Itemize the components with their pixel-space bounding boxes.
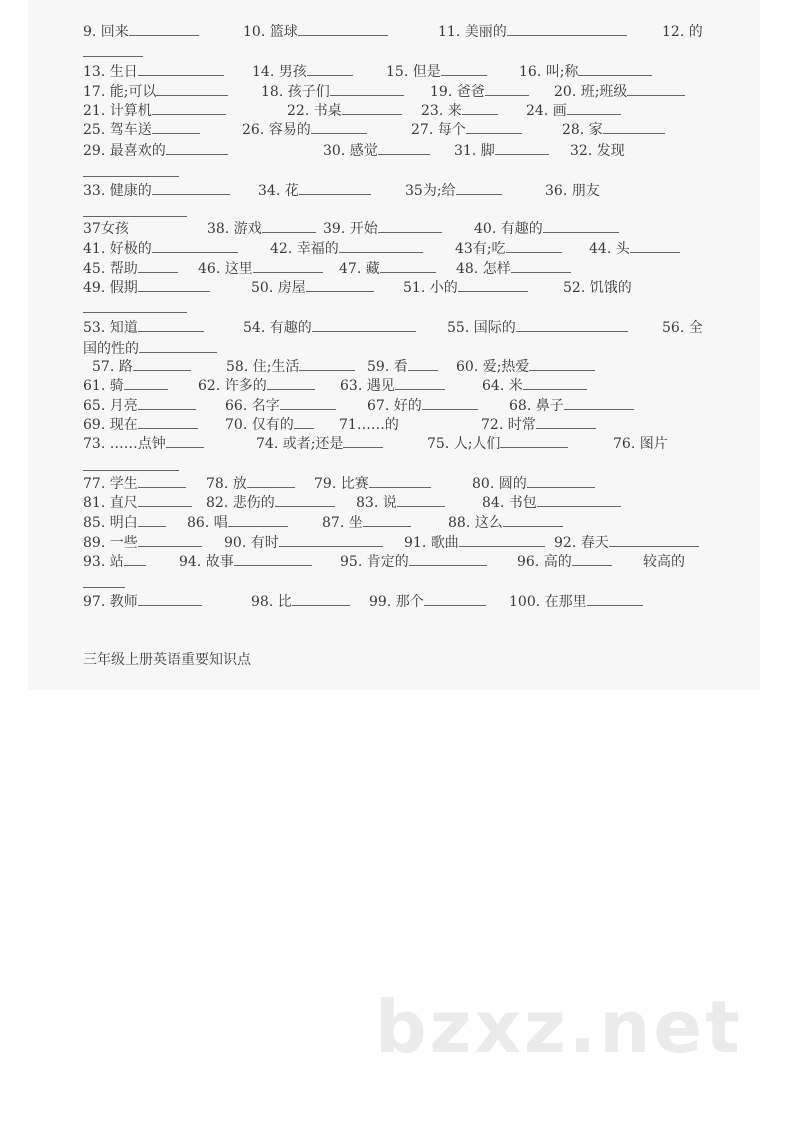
answer-blank xyxy=(292,592,350,606)
answer-blank xyxy=(138,592,202,606)
answer-blank xyxy=(409,552,487,566)
answer-blank xyxy=(83,299,187,313)
vocab-item xyxy=(562,120,665,140)
vocab-label: 83. 说 xyxy=(356,495,397,511)
answer-blank xyxy=(299,357,355,371)
answer-blank xyxy=(139,339,217,353)
vocab-label: 38. 游戏 xyxy=(207,221,262,237)
watermark: bzxz.net xyxy=(375,985,743,1069)
vocab-item xyxy=(323,219,442,239)
vocab-label: 41. 好极的 xyxy=(83,241,152,257)
vocab-item xyxy=(356,493,445,513)
answer-blank xyxy=(83,457,179,471)
vocab-label: 64. 米 xyxy=(482,378,523,394)
answer-blank xyxy=(294,415,314,429)
vocab-item xyxy=(179,552,312,572)
vocab-item xyxy=(482,376,587,396)
vocab-label: 56. 全 xyxy=(662,320,703,336)
answer-blank xyxy=(527,474,595,488)
answer-blank xyxy=(138,396,196,410)
vocab-item xyxy=(83,62,224,82)
vocab-item xyxy=(83,339,217,359)
vocab-item xyxy=(261,82,404,102)
vocab-label: 国的性的 xyxy=(83,341,139,357)
vocab-label: 35为;给 xyxy=(405,183,456,199)
vocab-label: 29. 最喜欢的 xyxy=(83,143,166,159)
vocab-label: 14. 男孩 xyxy=(252,64,307,80)
vocab-item xyxy=(83,141,228,161)
vocab-item xyxy=(198,376,315,396)
vocab-item xyxy=(83,592,202,612)
answer-blank xyxy=(330,82,404,96)
vocab-label: 55. 国际的 xyxy=(447,320,516,336)
answer-blank xyxy=(408,357,438,371)
vocab-label: 34. 花 xyxy=(258,183,299,199)
vocab-label: 87. 坐 xyxy=(322,515,363,531)
answer-blank xyxy=(456,181,502,195)
vocab-item xyxy=(613,434,668,454)
vocab-item xyxy=(83,278,210,298)
vocab-label: 85. 明白 xyxy=(83,515,138,531)
vocab-item xyxy=(225,415,314,435)
answer-blank xyxy=(138,62,224,76)
answer-blank xyxy=(564,396,634,410)
vocab-label: 75. 人;人们 xyxy=(427,436,501,452)
vocab-label: 84. 书包 xyxy=(482,495,537,511)
vocab-item xyxy=(481,415,596,435)
answer-blank xyxy=(627,82,685,96)
vocab-item xyxy=(224,533,383,553)
vocab-label: 57. 路 xyxy=(92,359,133,375)
answer-blank xyxy=(280,396,336,410)
vocab-label: 91. 歌曲 xyxy=(404,535,459,551)
answer-blank xyxy=(279,533,383,547)
vocab-item xyxy=(92,357,191,377)
vocab-label: 33. 健康的 xyxy=(83,183,152,199)
answer-blank xyxy=(138,474,186,488)
vocab-label: 96. 高的 xyxy=(517,554,572,570)
answer-blank xyxy=(506,239,562,253)
vocab-label: 20. 班;班级 xyxy=(554,84,628,100)
answer-blank xyxy=(543,219,619,233)
vocab-item xyxy=(287,101,402,121)
vocab-item xyxy=(367,357,438,377)
vocab-label: 74. 或者;还是 xyxy=(256,436,344,452)
vocab-label: 32. 发现 xyxy=(570,143,625,159)
vocab-label: 59. 看 xyxy=(367,359,408,375)
answer-blank xyxy=(485,82,529,96)
vocab-label: 25. 驾车送 xyxy=(83,122,152,138)
vocab-item xyxy=(83,219,129,239)
vocab-item xyxy=(340,552,487,572)
vocab-item xyxy=(369,592,486,612)
vocab-label: 58. 住;生活 xyxy=(226,359,300,375)
vocab-label: 80. 圆的 xyxy=(472,476,527,492)
answer-blank xyxy=(424,592,486,606)
vocab-item xyxy=(83,396,196,416)
vocab-label: 16. 叫;称 xyxy=(519,64,579,80)
vocab-item xyxy=(314,474,431,494)
vocab-label: 18. 孩子们 xyxy=(261,84,330,100)
vocab-item xyxy=(456,259,571,279)
vocab-label: 77. 学生 xyxy=(83,476,138,492)
vocab-item xyxy=(517,552,612,572)
vocab-item xyxy=(83,43,143,63)
answer-blank xyxy=(378,219,442,233)
vocab-label: 28. 家 xyxy=(562,122,603,138)
vocab-label: 69. 现在 xyxy=(83,417,138,433)
answer-blank xyxy=(138,493,192,507)
vocab-item xyxy=(456,357,595,377)
answer-blank xyxy=(537,493,621,507)
vocab-item xyxy=(207,219,316,239)
vocab-label: 62. 许多的 xyxy=(198,378,267,394)
answer-blank xyxy=(267,376,315,390)
vocab-item xyxy=(206,493,335,513)
answer-blank xyxy=(247,474,295,488)
vocab-item xyxy=(482,493,621,513)
answer-blank xyxy=(500,434,568,448)
vocab-label: 12. 的 xyxy=(662,24,703,40)
vocab-label: 63. 遇见 xyxy=(340,378,395,394)
section-heading: 三年级上册英语重要知识点 xyxy=(83,652,251,668)
vocab-item xyxy=(430,82,529,102)
vocab-item xyxy=(405,181,502,201)
vocab-item xyxy=(83,415,198,435)
vocab-label: 52. 饥饿的 xyxy=(563,280,632,296)
answer-blank xyxy=(578,62,652,76)
vocab-item xyxy=(554,82,685,102)
answer-blank xyxy=(503,513,563,527)
vocab-item xyxy=(83,181,230,201)
vocab-label: 39. 开始 xyxy=(323,221,378,237)
answer-blank xyxy=(529,357,595,371)
vocab-label: 13. 生日 xyxy=(83,64,138,80)
vocab-item xyxy=(570,141,625,161)
answer-blank xyxy=(138,415,198,429)
answer-blank xyxy=(495,141,549,155)
vocab-item xyxy=(198,259,323,279)
vocab-label: 9. 回来 xyxy=(83,24,129,40)
answer-blank xyxy=(380,259,436,273)
answer-blank xyxy=(124,552,146,566)
answer-blank xyxy=(152,239,238,253)
answer-blank xyxy=(156,82,228,96)
vocab-label: 37女孩 xyxy=(83,221,129,237)
answer-blank xyxy=(395,376,445,390)
vocab-item xyxy=(83,120,200,140)
vocab-label: 43有;吃 xyxy=(455,241,506,257)
vocab-item xyxy=(438,22,627,42)
vocab-item xyxy=(322,513,411,533)
vocab-item xyxy=(404,533,545,553)
vocab-item xyxy=(83,259,178,279)
vocab-item xyxy=(252,62,353,82)
vocab-item xyxy=(83,533,202,553)
answer-blank xyxy=(299,181,371,195)
vocab-label: 15. 但是 xyxy=(386,64,441,80)
vocab-item xyxy=(270,239,423,259)
vocab-label: 31. 脚 xyxy=(454,143,495,159)
vocab-label: 94. 故事 xyxy=(179,554,234,570)
answer-blank xyxy=(228,513,288,527)
vocab-item xyxy=(519,62,652,82)
answer-blank xyxy=(369,474,431,488)
vocab-label: 78. 放 xyxy=(206,476,247,492)
answer-blank xyxy=(339,239,423,253)
vocab-item xyxy=(258,181,371,201)
vocab-label: 23. 来 xyxy=(421,103,462,119)
vocab-label: 11. 美丽的 xyxy=(438,24,507,40)
answer-blank xyxy=(152,120,200,134)
vocab-item xyxy=(83,552,146,572)
answer-blank xyxy=(441,62,487,76)
answer-blank xyxy=(630,239,680,253)
vocab-label: 48. 怎样 xyxy=(456,261,511,277)
answer-blank xyxy=(312,318,416,332)
vocab-label: 90. 有时 xyxy=(224,535,279,551)
vocab-label: 97. 教师 xyxy=(83,594,138,610)
vocab-item xyxy=(83,101,226,121)
vocab-item xyxy=(427,434,568,454)
vocab-item xyxy=(545,181,600,201)
vocab-item xyxy=(243,318,416,338)
vocab-label: 99. 那个 xyxy=(369,594,424,610)
answer-blank xyxy=(378,141,430,155)
vocab-item xyxy=(643,552,685,572)
vocab-label: 82. 悲伤的 xyxy=(206,495,275,511)
vocab-item xyxy=(83,299,187,319)
answer-blank xyxy=(511,259,571,273)
vocab-item xyxy=(323,141,430,161)
vocab-label: 95. 肯定的 xyxy=(340,554,409,570)
answer-blank xyxy=(234,552,312,566)
vocab-item xyxy=(83,513,166,533)
vocab-item xyxy=(526,101,621,121)
vocab-label: 22. 书桌 xyxy=(287,103,342,119)
vocab-item xyxy=(454,141,549,161)
vocab-label: 61. 骑 xyxy=(83,378,124,394)
vocab-item xyxy=(83,434,204,454)
answer-blank xyxy=(516,318,628,332)
vocab-label: 89. 一些 xyxy=(83,535,138,551)
vocab-label: 49. 假期 xyxy=(83,280,138,296)
vocab-label: 66. 名字 xyxy=(225,398,280,414)
answer-blank xyxy=(253,259,323,273)
vocab-item xyxy=(509,396,634,416)
vocab-item xyxy=(448,513,563,533)
vocab-item xyxy=(242,120,367,140)
vocab-label: 100. 在那里 xyxy=(509,594,587,610)
vocab-item xyxy=(339,415,399,435)
answer-blank xyxy=(536,415,596,429)
vocab-label: 72. 时常 xyxy=(481,417,536,433)
answer-blank xyxy=(609,533,699,547)
vocab-item xyxy=(662,318,703,338)
vocab-label: 54. 有趣的 xyxy=(243,320,312,336)
vocab-label: 42. 幸福的 xyxy=(270,241,339,257)
answer-blank xyxy=(603,120,665,134)
vocab-label: 40. 有趣的 xyxy=(474,221,543,237)
answer-blank xyxy=(587,592,643,606)
answer-blank xyxy=(458,278,528,292)
vocab-label: 44. 头 xyxy=(589,241,630,257)
answer-blank xyxy=(459,533,545,547)
vocab-item xyxy=(554,533,699,553)
vocab-item xyxy=(455,239,562,259)
answer-blank xyxy=(363,513,411,527)
answer-blank xyxy=(83,43,143,57)
vocab-item xyxy=(206,474,295,494)
answer-blank xyxy=(298,22,388,36)
vocab-item xyxy=(367,396,478,416)
vocab-item xyxy=(589,239,680,259)
vocab-item xyxy=(243,22,388,42)
vocab-item xyxy=(340,376,445,396)
answer-blank xyxy=(124,376,168,390)
vocab-item xyxy=(411,120,522,140)
vocab-item xyxy=(83,22,199,42)
vocab-label: 70. 仅有的 xyxy=(225,417,294,433)
answer-blank xyxy=(138,278,210,292)
vocab-label: 50. 房屋 xyxy=(251,280,306,296)
vocab-item xyxy=(509,592,643,612)
vocab-label: 81. 直尺 xyxy=(83,495,138,511)
answer-blank xyxy=(567,101,621,115)
answer-blank xyxy=(523,376,587,390)
answer-blank xyxy=(466,120,522,134)
vocab-label: 60. 爱;热爱 xyxy=(456,359,530,375)
vocab-label: 47. 藏 xyxy=(339,261,380,277)
answer-blank xyxy=(129,22,199,36)
vocab-item xyxy=(256,434,383,454)
vocab-item xyxy=(225,396,336,416)
vocab-item xyxy=(339,259,436,279)
answer-blank xyxy=(138,259,178,273)
vocab-label: 26. 容易的 xyxy=(242,122,311,138)
vocab-label: 17. 能;可以 xyxy=(83,84,157,100)
vocab-item xyxy=(386,62,487,82)
answer-blank xyxy=(306,278,374,292)
vocab-label: 71……的 xyxy=(339,417,399,433)
vocab-label: 10. 篮球 xyxy=(243,24,298,40)
vocab-label: 65. 月亮 xyxy=(83,398,138,414)
vocab-item xyxy=(83,163,179,183)
vocab-item xyxy=(474,219,619,239)
vocab-label: 93. 站 xyxy=(83,554,124,570)
answer-blank xyxy=(507,22,627,36)
vocab-item xyxy=(421,101,498,121)
answer-blank xyxy=(83,574,125,588)
vocab-item xyxy=(472,474,595,494)
answer-blank xyxy=(462,101,498,115)
vocab-label: 21. 计算机 xyxy=(83,103,152,119)
answer-blank xyxy=(397,493,445,507)
vocab-label: 27. 每个 xyxy=(411,122,466,138)
answer-blank xyxy=(152,181,230,195)
answer-blank xyxy=(133,357,191,371)
vocab-item xyxy=(403,278,528,298)
answer-blank xyxy=(572,552,612,566)
answer-blank xyxy=(152,101,226,115)
answer-blank xyxy=(343,434,383,448)
vocab-label: 86. 唱 xyxy=(187,515,228,531)
vocab-item xyxy=(226,357,355,377)
answer-blank xyxy=(138,318,204,332)
vocab-item xyxy=(662,22,703,42)
answer-blank xyxy=(262,219,316,233)
vocab-label: 19. 爸爸 xyxy=(430,84,485,100)
vocab-label: 24. 画 xyxy=(526,103,567,119)
vocab-item xyxy=(83,82,228,102)
vocab-label: 53. 知道 xyxy=(83,320,138,336)
answer-blank xyxy=(311,120,367,134)
answer-blank xyxy=(83,163,179,177)
vocab-label: 79. 比赛 xyxy=(314,476,369,492)
answer-blank xyxy=(307,62,353,76)
vocab-item xyxy=(563,278,632,298)
answer-blank xyxy=(138,533,202,547)
vocab-label: 67. 好的 xyxy=(367,398,422,414)
vocab-label: 73. ……点钟 xyxy=(83,436,166,452)
answer-blank xyxy=(166,434,204,448)
vocab-label: 较高的 xyxy=(643,554,685,570)
vocab-label: 68. 鼻子 xyxy=(509,398,564,414)
vocab-item xyxy=(447,318,628,338)
vocab-label: 76. 图片 xyxy=(613,436,668,452)
vocab-item xyxy=(83,574,125,594)
vocab-label: 51. 小的 xyxy=(403,280,458,296)
vocab-item xyxy=(251,278,374,298)
vocab-item xyxy=(83,318,204,338)
vocab-item xyxy=(83,493,192,513)
answer-blank xyxy=(138,513,166,527)
vocab-label: 88. 这么 xyxy=(448,515,503,531)
answer-blank xyxy=(275,493,335,507)
vocab-label: 92. 春天 xyxy=(554,535,609,551)
vocab-label: 46. 这里 xyxy=(198,261,253,277)
vocab-label: 98. 比 xyxy=(251,594,292,610)
vocab-item xyxy=(83,239,238,259)
vocab-label: 45. 帮助 xyxy=(83,261,138,277)
vocab-item xyxy=(83,376,168,396)
vocab-item xyxy=(251,592,350,612)
vocab-item xyxy=(187,513,288,533)
answer-blank xyxy=(422,396,478,410)
vocab-item xyxy=(83,474,186,494)
vocab-label: 30. 感觉 xyxy=(323,143,378,159)
answer-blank xyxy=(342,101,402,115)
answer-blank xyxy=(83,203,187,217)
vocab-label: 36. 朋友 xyxy=(545,183,600,199)
answer-blank xyxy=(166,141,228,155)
